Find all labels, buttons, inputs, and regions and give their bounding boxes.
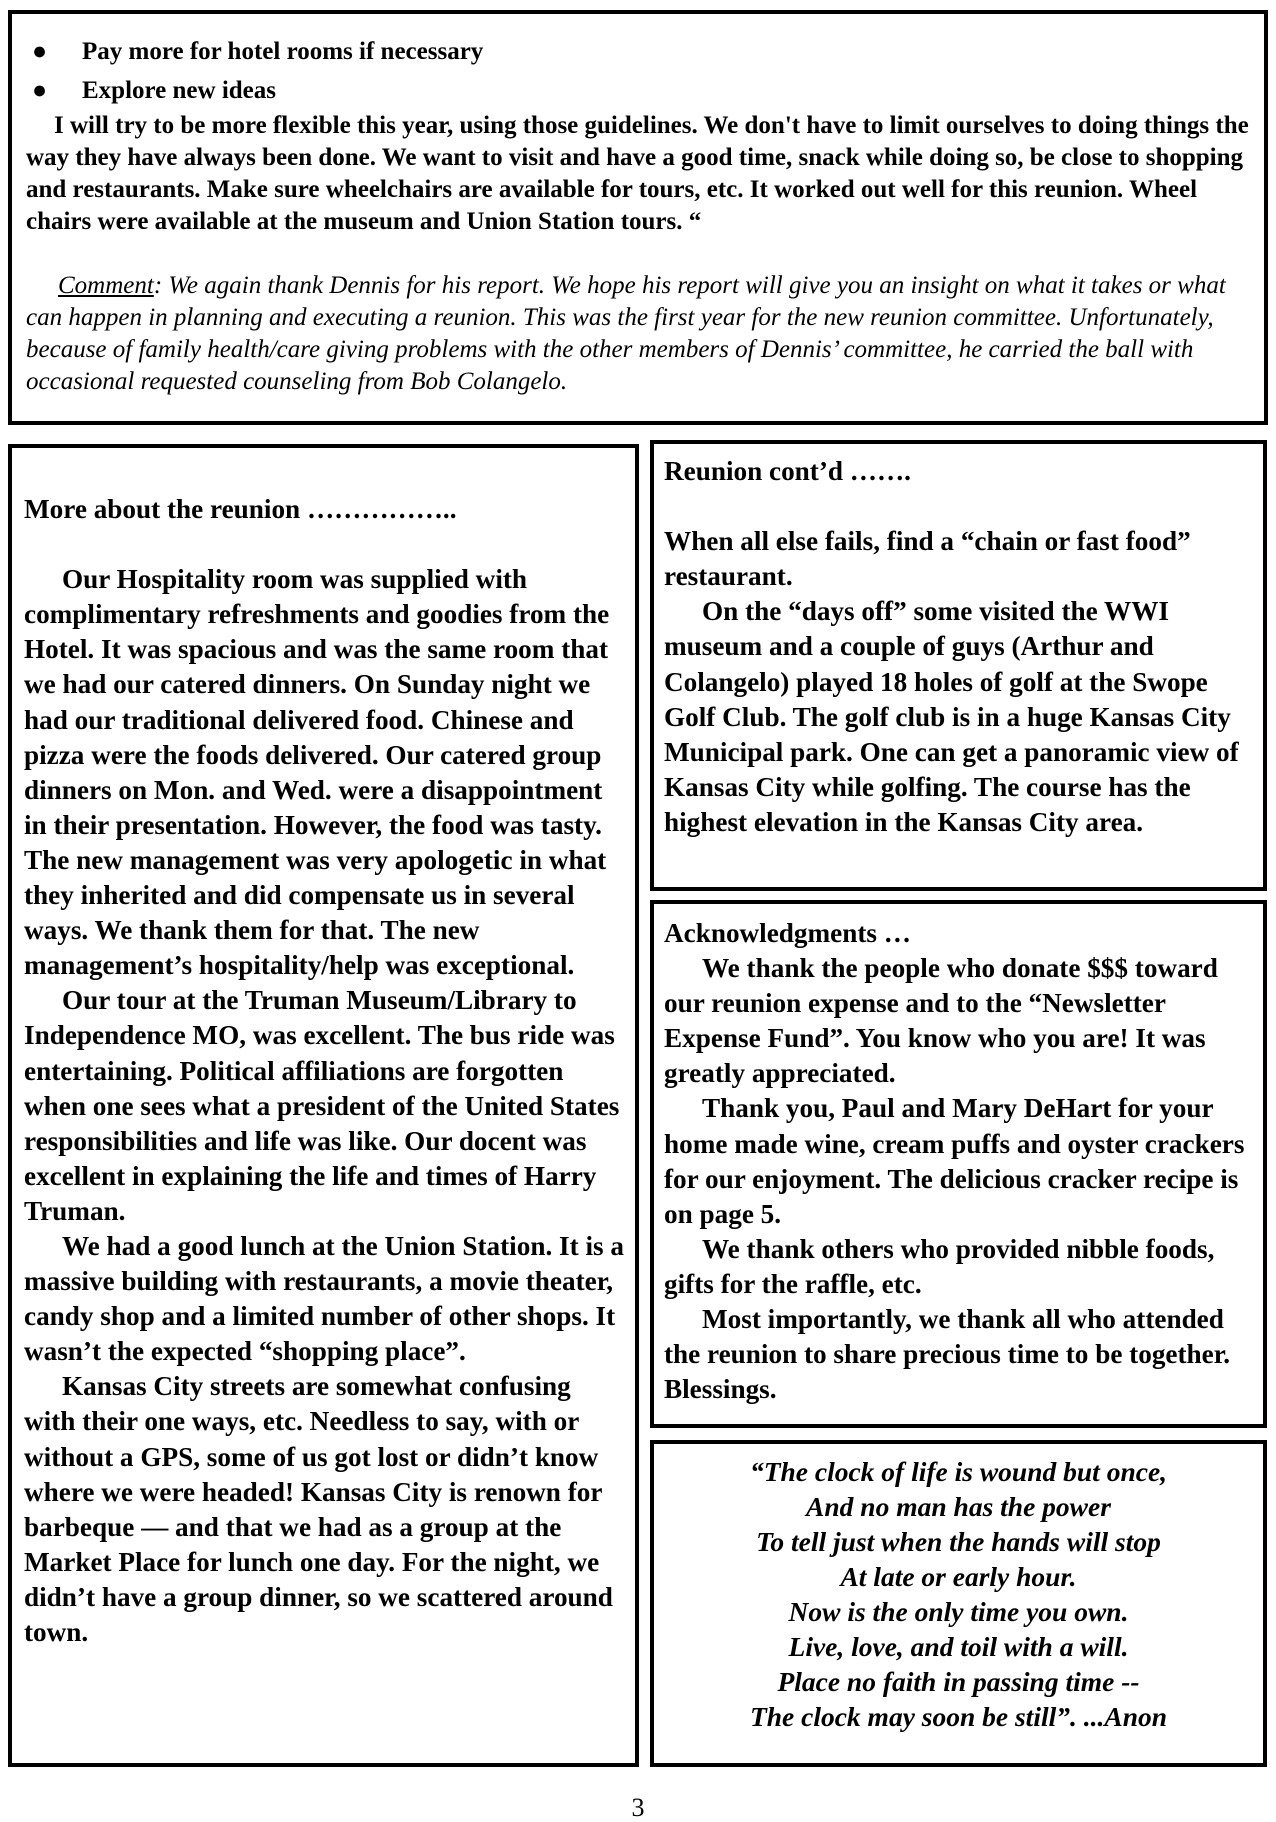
- reunion-contd-box: [650, 440, 1267, 891]
- article-paragraph: We thank the people who donate $$$ toward our reunion expense and to the “Newsletter Expense Fund”. You know who you are! It was greatly appreciated.: [664, 953, 1218, 1089]
- article-paragraph: Thank you, Paul and Mary DeHart for your home made wine, cream puffs and oyster crackers for our enjoyment. The delicious cracker recipe is on page 5.: [664, 1093, 1245, 1229]
- bullet-text: Explore new ideas: [82, 77, 276, 104]
- article-paragraph: Our Hospitality room was supplied with complimentary refreshments and goodies from the Hotel. It was spacious and was the same room that we had our catered dinners. On Sunday night we had our traditional delivered food. Chinese and pizza were the foods delivered. Our catered group dinners on Mon. and Wed. were a disappointment in their presentation. However, the food was tasty. The new management was very apologetic in what they inherited and did compensate us in several ways. We thank them for that. The new management’s hospitality/help was exceptional.: [24, 564, 610, 981]
- bullet-icon: ●: [32, 38, 48, 65]
- poem-box: [650, 1440, 1267, 1767]
- bullet-item: [26, 32, 1250, 71]
- article-paragraph: Most importantly, we thank all who attended the reunion to share precious time to be together. Blessings.: [664, 1304, 1231, 1405]
- section-heading: More about the reunion ……………..: [24, 494, 457, 524]
- article-paragraph: When all else fails, find a “chain or fast food” restaurant.: [664, 526, 1191, 592]
- poem-line: Live, love, and toil with a will.: [788, 1631, 1129, 1662]
- more-about-reunion-box: [8, 444, 639, 1767]
- section-heading: Acknowledgments …: [664, 918, 911, 948]
- poem-line: At late or early hour.: [840, 1561, 1077, 1592]
- article-paragraph: We thank others who provided nibble foods, gifts for the raffle, etc.: [664, 1233, 1215, 1299]
- article-paragraph: Our tour at the Truman Museum/Library to Independence MO, was excellent. The bus ride was entertaining. Political affiliations are forgotten when one sees what a president of the United States responsibilities and life was like. Our docent was excellent in explaining the life and times of Harry Truman.: [24, 985, 620, 1226]
- comment-text: : We again thank Dennis for his report. We hope his report will give you an insight on what it takes or what can happen in planning and executing a reunion. This was the first year for the new reunion committee. Unfortunately, because of family health/care giving problems with the other members of Dennis’ committee, he carried the ball with occasional requested counseling from Bob Colangelo.: [26, 272, 1226, 395]
- poem-line: The clock may soon be still”. ...Anon: [749, 1701, 1168, 1732]
- poem-line: To tell just when the hands will stop: [756, 1526, 1161, 1557]
- poem-line: And no man has the power: [806, 1491, 1111, 1522]
- page-number: 3: [631, 1793, 645, 1822]
- editor-comment: [26, 270, 1250, 398]
- comment-label: Comment: [58, 272, 154, 299]
- poem-line: “The clock of life is wound but once,: [749, 1456, 1168, 1487]
- bullet-item: [26, 71, 1250, 110]
- acknowledgments-box: [650, 900, 1267, 1428]
- bullet-text: Pay more for hotel rooms if necessary: [82, 38, 484, 65]
- article-paragraph: On the “days off” some visited the WWI museum and a couple of guys (Arthur and Colangelo) played 18 holes of golf at the Swope Golf Club. The golf club is in a huge Kansas City Municipal park. One can get a panoramic view of Kansas City while golfing. The course has the highest elevation in the Kansas City area.: [664, 596, 1239, 837]
- poem-line: Place no faith in passing time --: [777, 1666, 1140, 1697]
- section-heading: Reunion cont’d …….: [664, 456, 911, 486]
- report-paragraph: I will try to be more flexible this year, using those guidelines. We don't have to limit ourselves to doing things the way they have always been done. We want to visit and have a good time, snack while doing so, be close to shopping and restaurants. Make sure wheelchairs are available for tours, etc. It worked out well for this reunion. Wheel chairs were available at the museum and Union Station tours. “: [26, 112, 1249, 235]
- report-continuation-box: [8, 10, 1268, 425]
- article-paragraph: Kansas City streets are somewhat confusing with their one ways, etc. Needless to say, with or without a GPS, some of us got lost or didn’t know where we were headed! Kansas City is renown for barbeque — and that we had as a group at the Market Place for lunch one day. For the night, we didn’t have a group dinner, so we scattered around town.: [24, 1371, 613, 1647]
- poem-line: Now is the only time you own.: [788, 1596, 1129, 1627]
- article-paragraph: We had a good lunch at the Union Station. It is a massive building with restaurants, a movie theater, candy shop and a limited number of other shops. It wasn’t the expected “shopping place”.: [24, 1230, 624, 1367]
- bullet-icon: ●: [32, 77, 48, 104]
